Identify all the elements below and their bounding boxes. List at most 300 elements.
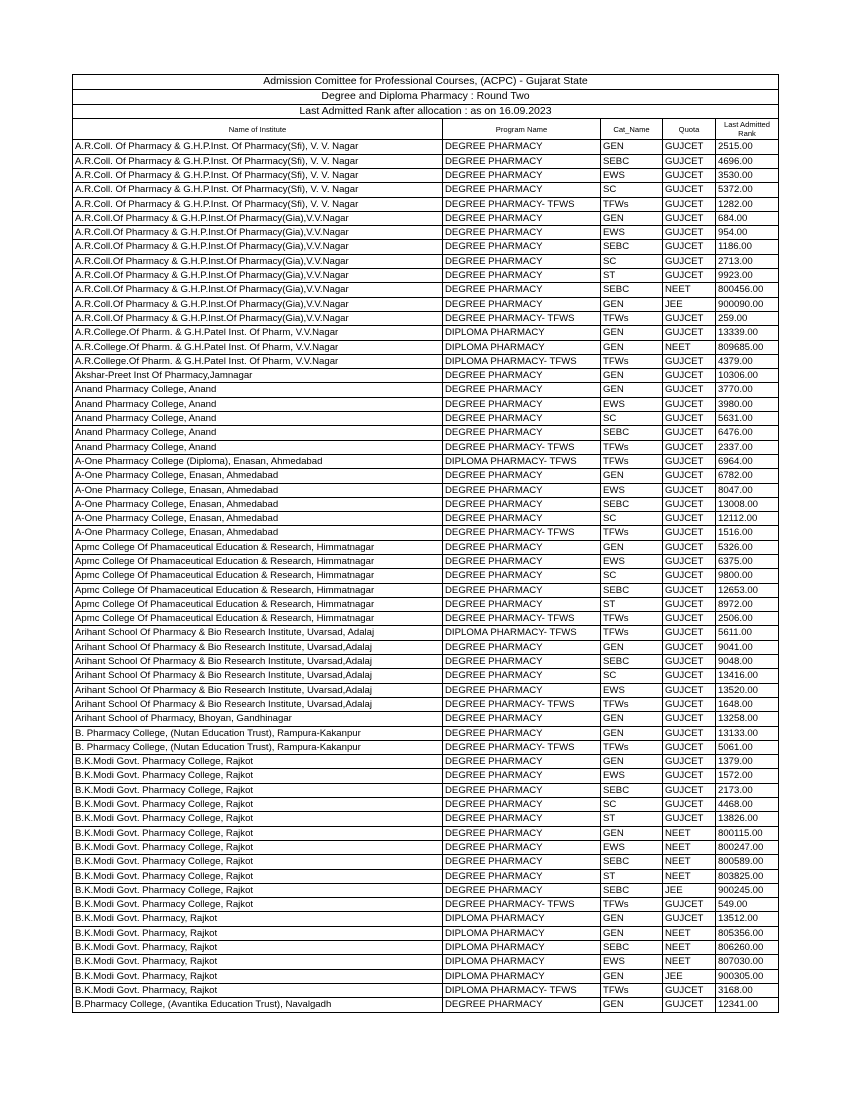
rank-cell: 6375.00 xyxy=(716,555,779,569)
table-row xyxy=(73,955,779,969)
table-row xyxy=(73,555,779,569)
rank-cell: 10306.00 xyxy=(716,369,779,383)
quota-cell: NEET xyxy=(663,926,716,940)
rank-cell: 9800.00 xyxy=(716,569,779,583)
column-header-category: Cat_Name xyxy=(601,119,663,140)
quota-cell: GUJCET xyxy=(663,140,716,154)
rank-cell: 900305.00 xyxy=(716,969,779,983)
category-cell: GEN xyxy=(601,140,663,154)
table-row xyxy=(73,269,779,283)
table-row xyxy=(73,583,779,597)
rank-cell: 803825.00 xyxy=(716,869,779,883)
quota-cell: GUJCET xyxy=(663,597,716,611)
institute-cell: B.K.Modi Govt. Pharmacy College, Rajkot xyxy=(73,840,443,854)
table-row xyxy=(73,168,779,182)
category-cell: GEN xyxy=(601,969,663,983)
table-row xyxy=(73,369,779,383)
quota-cell: GUJCET xyxy=(663,583,716,597)
rank-cell: 4696.00 xyxy=(716,154,779,168)
quota-cell: GUJCET xyxy=(663,383,716,397)
table-row xyxy=(73,998,779,1012)
quota-cell: GUJCET xyxy=(663,983,716,997)
table-row xyxy=(73,354,779,368)
category-cell: SEBC xyxy=(601,883,663,897)
program-cell: DIPLOMA PHARMACY xyxy=(443,926,601,940)
rank-cell: 13520.00 xyxy=(716,683,779,697)
rank-cell: 13258.00 xyxy=(716,712,779,726)
quota-cell: GUJCET xyxy=(663,655,716,669)
institute-cell: A-One Pharmacy College, Enasan, Ahmedabad xyxy=(73,512,443,526)
quota-cell: GUJCET xyxy=(663,483,716,497)
rank-cell: 1379.00 xyxy=(716,755,779,769)
round-subtitle: Degree and Diploma Pharmacy : Round Two xyxy=(73,89,779,104)
table-row xyxy=(73,726,779,740)
program-cell: DEGREE PHARMACY xyxy=(443,383,601,397)
institute-cell: A.R.Coll. Of Pharmacy & G.H.P.Inst. Of Pharmacy(Sfi), V. V. Nagar xyxy=(73,154,443,168)
program-cell: DEGREE PHARMACY xyxy=(443,883,601,897)
program-cell: DEGREE PHARMACY- TFWS xyxy=(443,740,601,754)
category-cell: GEN xyxy=(601,326,663,340)
category-cell: GEN xyxy=(601,383,663,397)
quota-cell: GUJCET xyxy=(663,440,716,454)
institute-cell: B.K.Modi Govt. Pharmacy College, Rajkot xyxy=(73,783,443,797)
quota-cell: GUJCET xyxy=(663,697,716,711)
table-row xyxy=(73,197,779,211)
rank-cell: 800115.00 xyxy=(716,826,779,840)
program-cell: DEGREE PHARMACY xyxy=(443,840,601,854)
table-row xyxy=(73,769,779,783)
institute-cell: B.K.Modi Govt. Pharmacy College, Rajkot xyxy=(73,826,443,840)
program-cell: DEGREE PHARMACY xyxy=(443,140,601,154)
institute-cell: Akshar-Preet Inst Of Pharmacy,Jamnagar xyxy=(73,369,443,383)
rank-cell: 806260.00 xyxy=(716,941,779,955)
program-cell: DEGREE PHARMACY xyxy=(443,269,601,283)
category-cell: ST xyxy=(601,597,663,611)
institute-cell: B.K.Modi Govt. Pharmacy, Rajkot xyxy=(73,983,443,997)
category-cell: GEN xyxy=(601,712,663,726)
quota-cell: NEET xyxy=(663,941,716,955)
institute-cell: Anand Pharmacy College, Anand xyxy=(73,440,443,454)
institute-cell: Apmc College Of Phamaceutical Education & Research, Himmatnagar xyxy=(73,583,443,597)
quota-cell: GUJCET xyxy=(663,183,716,197)
institute-cell: B. Pharmacy College, (Nutan Education Trust), Rampura-Kakanpur xyxy=(73,726,443,740)
column-header-quota: Quota xyxy=(663,119,716,140)
table-row xyxy=(73,540,779,554)
program-cell: DEGREE PHARMACY xyxy=(443,569,601,583)
table-row xyxy=(73,283,779,297)
institute-cell: Apmc College Of Phamaceutical Education & Research, Himmatnagar xyxy=(73,555,443,569)
program-cell: DEGREE PHARMACY xyxy=(443,154,601,168)
institute-cell: Arihant School Of Pharmacy & Bio Research Institute, Uvarsad,Adalaj xyxy=(73,640,443,654)
quota-cell: GUJCET xyxy=(663,311,716,325)
program-cell: DEGREE PHARMACY xyxy=(443,640,601,654)
quota-cell: GUJCET xyxy=(663,912,716,926)
quota-cell: GUJCET xyxy=(663,726,716,740)
program-cell: DEGREE PHARMACY xyxy=(443,869,601,883)
as-on-date-title: Last Admitted Rank after allocation : as on 16.09.2023 xyxy=(73,104,779,119)
column-header-program: Program Name xyxy=(443,119,601,140)
category-cell: EWS xyxy=(601,683,663,697)
table-row xyxy=(73,626,779,640)
institute-cell: B.K.Modi Govt. Pharmacy College, Rajkot xyxy=(73,769,443,783)
quota-cell: GUJCET xyxy=(663,898,716,912)
institute-cell: A-One Pharmacy College, Enasan, Ahmedabad xyxy=(73,497,443,511)
rank-cell: 13826.00 xyxy=(716,812,779,826)
program-cell: DEGREE PHARMACY xyxy=(443,655,601,669)
institute-cell: A.R.Coll.Of Pharmacy & G.H.P.Inst.Of Pharmacy(Gia),V.V.Nagar xyxy=(73,269,443,283)
institute-cell: A.R.College.Of Pharm. & G.H.Patel Inst. Of Pharm, V.V.Nagar xyxy=(73,326,443,340)
rank-cell: 13416.00 xyxy=(716,669,779,683)
program-cell: DEGREE PHARMACY xyxy=(443,211,601,225)
category-cell: SC xyxy=(601,569,663,583)
quota-cell: NEET xyxy=(663,283,716,297)
program-cell: DEGREE PHARMACY xyxy=(443,397,601,411)
rank-cell: 9923.00 xyxy=(716,269,779,283)
category-cell: SC xyxy=(601,798,663,812)
program-cell: DEGREE PHARMACY xyxy=(443,712,601,726)
table-row xyxy=(73,597,779,611)
rank-cell: 954.00 xyxy=(716,226,779,240)
category-cell: SC xyxy=(601,669,663,683)
category-cell: GEN xyxy=(601,540,663,554)
program-cell: DEGREE PHARMACY xyxy=(443,683,601,697)
quota-cell: GUJCET xyxy=(663,569,716,583)
institute-cell: Arihant School Of Pharmacy & Bio Research Institute, Uvarsad, Adalaj xyxy=(73,626,443,640)
category-cell: SEBC xyxy=(601,283,663,297)
category-cell: TFWs xyxy=(601,983,663,997)
program-cell: DEGREE PHARMACY xyxy=(443,240,601,254)
category-cell: EWS xyxy=(601,168,663,182)
program-cell: DEGREE PHARMACY xyxy=(443,783,601,797)
category-cell: GEN xyxy=(601,826,663,840)
category-cell: SC xyxy=(601,512,663,526)
table-row xyxy=(73,898,779,912)
rank-cell: 900090.00 xyxy=(716,297,779,311)
program-cell: DEGREE PHARMACY- TFWS xyxy=(443,440,601,454)
quota-cell: GUJCET xyxy=(663,168,716,182)
quota-cell: GUJCET xyxy=(663,626,716,640)
table-row xyxy=(73,612,779,626)
table-row xyxy=(73,483,779,497)
category-cell: GEN xyxy=(601,640,663,654)
rank-cell: 8972.00 xyxy=(716,597,779,611)
table-row xyxy=(73,969,779,983)
institute-cell: B.K.Modi Govt. Pharmacy, Rajkot xyxy=(73,969,443,983)
rank-cell: 8047.00 xyxy=(716,483,779,497)
category-cell: EWS xyxy=(601,397,663,411)
institute-cell: A-One Pharmacy College, Enasan, Ahmedabad xyxy=(73,483,443,497)
rank-cell: 900245.00 xyxy=(716,883,779,897)
institute-cell: A-One Pharmacy College (Diploma), Enasan, Ahmedabad xyxy=(73,454,443,468)
column-header-last-rank: Last Admitted Rank xyxy=(716,119,779,140)
institute-cell: Anand Pharmacy College, Anand xyxy=(73,412,443,426)
program-cell: DEGREE PHARMACY xyxy=(443,483,601,497)
category-cell: GEN xyxy=(601,297,663,311)
quota-cell: GUJCET xyxy=(663,226,716,240)
institute-cell: A.R.Coll. Of Pharmacy & G.H.P.Inst. Of Pharmacy(Sfi), V. V. Nagar xyxy=(73,168,443,182)
quota-cell: GUJCET xyxy=(663,469,716,483)
rank-cell: 807030.00 xyxy=(716,955,779,969)
program-cell: DEGREE PHARMACY- TFWS xyxy=(443,898,601,912)
table-row xyxy=(73,912,779,926)
institute-cell: B.K.Modi Govt. Pharmacy College, Rajkot xyxy=(73,869,443,883)
quota-cell: JEE xyxy=(663,883,716,897)
rank-cell: 800456.00 xyxy=(716,283,779,297)
category-cell: TFWs xyxy=(601,454,663,468)
institute-cell: A.R.Coll. Of Pharmacy & G.H.P.Inst. Of Pharmacy(Sfi), V. V. Nagar xyxy=(73,197,443,211)
rank-cell: 2713.00 xyxy=(716,254,779,268)
table-row xyxy=(73,426,779,440)
quota-cell: GUJCET xyxy=(663,412,716,426)
title-row xyxy=(73,75,779,90)
institute-cell: B.K.Modi Govt. Pharmacy, Rajkot xyxy=(73,941,443,955)
table-row xyxy=(73,983,779,997)
quota-cell: GUJCET xyxy=(663,326,716,340)
institute-cell: B.K.Modi Govt. Pharmacy, Rajkot xyxy=(73,955,443,969)
institute-cell: A.R.Coll.Of Pharmacy & G.H.P.Inst.Of Pharmacy(Gia),V.V.Nagar xyxy=(73,283,443,297)
category-cell: ST xyxy=(601,869,663,883)
quota-cell: GUJCET xyxy=(663,769,716,783)
program-cell: DEGREE PHARMACY xyxy=(443,369,601,383)
program-cell: DIPLOMA PHARMACY xyxy=(443,955,601,969)
institute-cell: B.K.Modi Govt. Pharmacy College, Rajkot xyxy=(73,755,443,769)
rank-cell: 1572.00 xyxy=(716,769,779,783)
program-cell: DEGREE PHARMACY xyxy=(443,254,601,268)
quota-cell: GUJCET xyxy=(663,211,716,225)
program-cell: DIPLOMA PHARMACY- TFWS xyxy=(443,454,601,468)
table-row xyxy=(73,440,779,454)
program-cell: DIPLOMA PHARMACY xyxy=(443,969,601,983)
category-cell: TFWs xyxy=(601,740,663,754)
table-row xyxy=(73,569,779,583)
rank-cell: 9048.00 xyxy=(716,655,779,669)
program-cell: DIPLOMA PHARMACY- TFWS xyxy=(443,626,601,640)
table-row xyxy=(73,826,779,840)
quota-cell: GUJCET xyxy=(663,669,716,683)
institute-cell: B.K.Modi Govt. Pharmacy College, Rajkot xyxy=(73,898,443,912)
program-cell: DEGREE PHARMACY xyxy=(443,855,601,869)
institute-cell: Apmc College Of Phamaceutical Education & Research, Himmatnagar xyxy=(73,612,443,626)
table-row xyxy=(73,697,779,711)
institute-cell: A-One Pharmacy College, Enasan, Ahmedabad xyxy=(73,469,443,483)
table-row xyxy=(73,798,779,812)
institute-cell: A.R.Coll. Of Pharmacy & G.H.P.Inst. Of Pharmacy(Sfi), V. V. Nagar xyxy=(73,140,443,154)
table-row xyxy=(73,454,779,468)
rank-cell: 2173.00 xyxy=(716,783,779,797)
institute-cell: A.R.Coll. Of Pharmacy & G.H.P.Inst. Of Pharmacy(Sfi), V. V. Nagar xyxy=(73,183,443,197)
table-row xyxy=(73,812,779,826)
institute-cell: A.R.College.Of Pharm. & G.H.Patel Inst. Of Pharm, V.V.Nagar xyxy=(73,340,443,354)
category-cell: TFWs xyxy=(601,311,663,325)
table-row xyxy=(73,869,779,883)
quota-cell: GUJCET xyxy=(663,397,716,411)
table-row xyxy=(73,883,779,897)
program-cell: DEGREE PHARMACY xyxy=(443,798,601,812)
rank-cell: 800247.00 xyxy=(716,840,779,854)
table-row xyxy=(73,311,779,325)
institute-cell: Apmc College Of Phamaceutical Education & Research, Himmatnagar xyxy=(73,597,443,611)
category-cell: TFWs xyxy=(601,612,663,626)
quota-cell: NEET xyxy=(663,855,716,869)
table-row xyxy=(73,397,779,411)
category-cell: TFWs xyxy=(601,354,663,368)
institute-cell: A.R.College.Of Pharm. & G.H.Patel Inst. Of Pharm, V.V.Nagar xyxy=(73,354,443,368)
rank-cell: 12653.00 xyxy=(716,583,779,597)
program-cell: DEGREE PHARMACY xyxy=(443,426,601,440)
table-row xyxy=(73,683,779,697)
category-cell: SEBC xyxy=(601,655,663,669)
table-row xyxy=(73,240,779,254)
table-row xyxy=(73,211,779,225)
quota-cell: GUJCET xyxy=(663,540,716,554)
rank-cell: 684.00 xyxy=(716,211,779,225)
category-cell: SEBC xyxy=(601,240,663,254)
institute-cell: B.Pharmacy College, (Avantika Education Trust), Navalgadh xyxy=(73,998,443,1012)
rank-cell: 1648.00 xyxy=(716,697,779,711)
program-cell: DEGREE PHARMACY xyxy=(443,469,601,483)
program-cell: DEGREE PHARMACY xyxy=(443,168,601,182)
quota-cell: GUJCET xyxy=(663,612,716,626)
program-cell: DEGREE PHARMACY- TFWS xyxy=(443,526,601,540)
rank-cell: 9041.00 xyxy=(716,640,779,654)
institute-cell: Arihant School Of Pharmacy & Bio Research Institute, Uvarsad,Adalaj xyxy=(73,669,443,683)
institute-cell: A.R.Coll.Of Pharmacy & G.H.P.Inst.Of Pharmacy(Gia),V.V.Nagar xyxy=(73,311,443,325)
category-cell: GEN xyxy=(601,926,663,940)
quota-cell: GUJCET xyxy=(663,798,716,812)
rank-cell: 12341.00 xyxy=(716,998,779,1012)
quota-cell: GUJCET xyxy=(663,454,716,468)
rank-cell: 13133.00 xyxy=(716,726,779,740)
quota-cell: GUJCET xyxy=(663,154,716,168)
institute-cell: B.K.Modi Govt. Pharmacy College, Rajkot xyxy=(73,883,443,897)
category-cell: SEBC xyxy=(601,154,663,168)
quota-cell: GUJCET xyxy=(663,269,716,283)
category-cell: GEN xyxy=(601,369,663,383)
table-row xyxy=(73,669,779,683)
quota-cell: GUJCET xyxy=(663,640,716,654)
table-row xyxy=(73,340,779,354)
quota-cell: GUJCET xyxy=(663,740,716,754)
rank-cell: 809685.00 xyxy=(716,340,779,354)
quota-cell: GUJCET xyxy=(663,683,716,697)
program-cell: DIPLOMA PHARMACY- TFWS xyxy=(443,983,601,997)
category-cell: SEBC xyxy=(601,426,663,440)
institute-cell: B. Pharmacy College, (Nutan Education Trust), Rampura-Kakanpur xyxy=(73,740,443,754)
rank-cell: 5611.00 xyxy=(716,626,779,640)
table-row xyxy=(73,941,779,955)
program-cell: DIPLOMA PHARMACY xyxy=(443,912,601,926)
program-cell: DEGREE PHARMACY xyxy=(443,183,601,197)
program-cell: DEGREE PHARMACY xyxy=(443,540,601,554)
program-cell: DEGREE PHARMACY xyxy=(443,226,601,240)
category-cell: GEN xyxy=(601,340,663,354)
category-cell: ST xyxy=(601,269,663,283)
table-row xyxy=(73,154,779,168)
rank-cell: 3770.00 xyxy=(716,383,779,397)
institute-cell: B.K.Modi Govt. Pharmacy, Rajkot xyxy=(73,926,443,940)
rank-cell: 5326.00 xyxy=(716,540,779,554)
quota-cell: NEET xyxy=(663,340,716,354)
program-cell: DEGREE PHARMACY xyxy=(443,812,601,826)
program-cell: DEGREE PHARMACY xyxy=(443,283,601,297)
rank-cell: 549.00 xyxy=(716,898,779,912)
quota-cell: GUJCET xyxy=(663,497,716,511)
table-row xyxy=(73,926,779,940)
category-cell: GEN xyxy=(601,912,663,926)
quota-cell: NEET xyxy=(663,840,716,854)
table-row xyxy=(73,497,779,511)
category-cell: EWS xyxy=(601,769,663,783)
quota-cell: GUJCET xyxy=(663,197,716,211)
category-cell: GEN xyxy=(601,726,663,740)
quota-cell: GUJCET xyxy=(663,354,716,368)
program-cell: DEGREE PHARMACY xyxy=(443,555,601,569)
category-cell: SEBC xyxy=(601,497,663,511)
table-row xyxy=(73,640,779,654)
program-cell: DEGREE PHARMACY xyxy=(443,512,601,526)
rank-sheet xyxy=(72,74,778,1013)
institute-cell: Apmc College Of Phamaceutical Education & Research, Himmatnagar xyxy=(73,540,443,554)
institute-cell: B.K.Modi Govt. Pharmacy, Rajkot xyxy=(73,912,443,926)
category-cell: SC xyxy=(601,412,663,426)
quota-cell: GUJCET xyxy=(663,998,716,1012)
quota-cell: JEE xyxy=(663,969,716,983)
table-row xyxy=(73,512,779,526)
table-row xyxy=(73,226,779,240)
rank-cell: 2515.00 xyxy=(716,140,779,154)
table-row xyxy=(73,855,779,869)
category-cell: EWS xyxy=(601,226,663,240)
table-row xyxy=(73,783,779,797)
rank-cell: 805356.00 xyxy=(716,926,779,940)
program-cell: DEGREE PHARMACY xyxy=(443,497,601,511)
category-cell: SEBC xyxy=(601,783,663,797)
category-cell: GEN xyxy=(601,998,663,1012)
rank-cell: 1516.00 xyxy=(716,526,779,540)
institute-cell: Arihant School Of Pharmacy & Bio Research Institute, Uvarsad,Adalaj xyxy=(73,683,443,697)
rank-cell: 2506.00 xyxy=(716,612,779,626)
quota-cell: GUJCET xyxy=(663,254,716,268)
table-row xyxy=(73,840,779,854)
quota-cell: GUJCET xyxy=(663,712,716,726)
program-cell: DEGREE PHARMACY xyxy=(443,726,601,740)
rank-cell: 4468.00 xyxy=(716,798,779,812)
document-title: Admission Comittee for Professional Courses, (ACPC) - Gujarat State xyxy=(73,75,779,90)
category-cell: TFWs xyxy=(601,697,663,711)
program-cell: DEGREE PHARMACY- TFWS xyxy=(443,311,601,325)
institute-cell: A.R.Coll.Of Pharmacy & G.H.P.Inst.Of Pharmacy(Gia),V.V.Nagar xyxy=(73,240,443,254)
table-row xyxy=(73,140,779,154)
table-row xyxy=(73,740,779,754)
quota-cell: NEET xyxy=(663,955,716,969)
rank-cell: 6782.00 xyxy=(716,469,779,483)
quota-cell: GUJCET xyxy=(663,783,716,797)
table-row xyxy=(73,383,779,397)
quota-cell: GUJCET xyxy=(663,426,716,440)
institute-cell: Anand Pharmacy College, Anand xyxy=(73,383,443,397)
table-row xyxy=(73,655,779,669)
program-cell: DIPLOMA PHARMACY xyxy=(443,340,601,354)
rank-cell: 2337.00 xyxy=(716,440,779,454)
program-cell: DIPLOMA PHARMACY xyxy=(443,326,601,340)
institute-cell: A.R.Coll.Of Pharmacy & G.H.P.Inst.Of Pharmacy(Gia),V.V.Nagar xyxy=(73,226,443,240)
rank-table xyxy=(72,74,779,1013)
quota-cell: GUJCET xyxy=(663,812,716,826)
program-cell: DEGREE PHARMACY xyxy=(443,297,601,311)
institute-cell: B.K.Modi Govt. Pharmacy College, Rajkot xyxy=(73,798,443,812)
rank-cell: 12112.00 xyxy=(716,512,779,526)
quota-cell: GUJCET xyxy=(663,755,716,769)
